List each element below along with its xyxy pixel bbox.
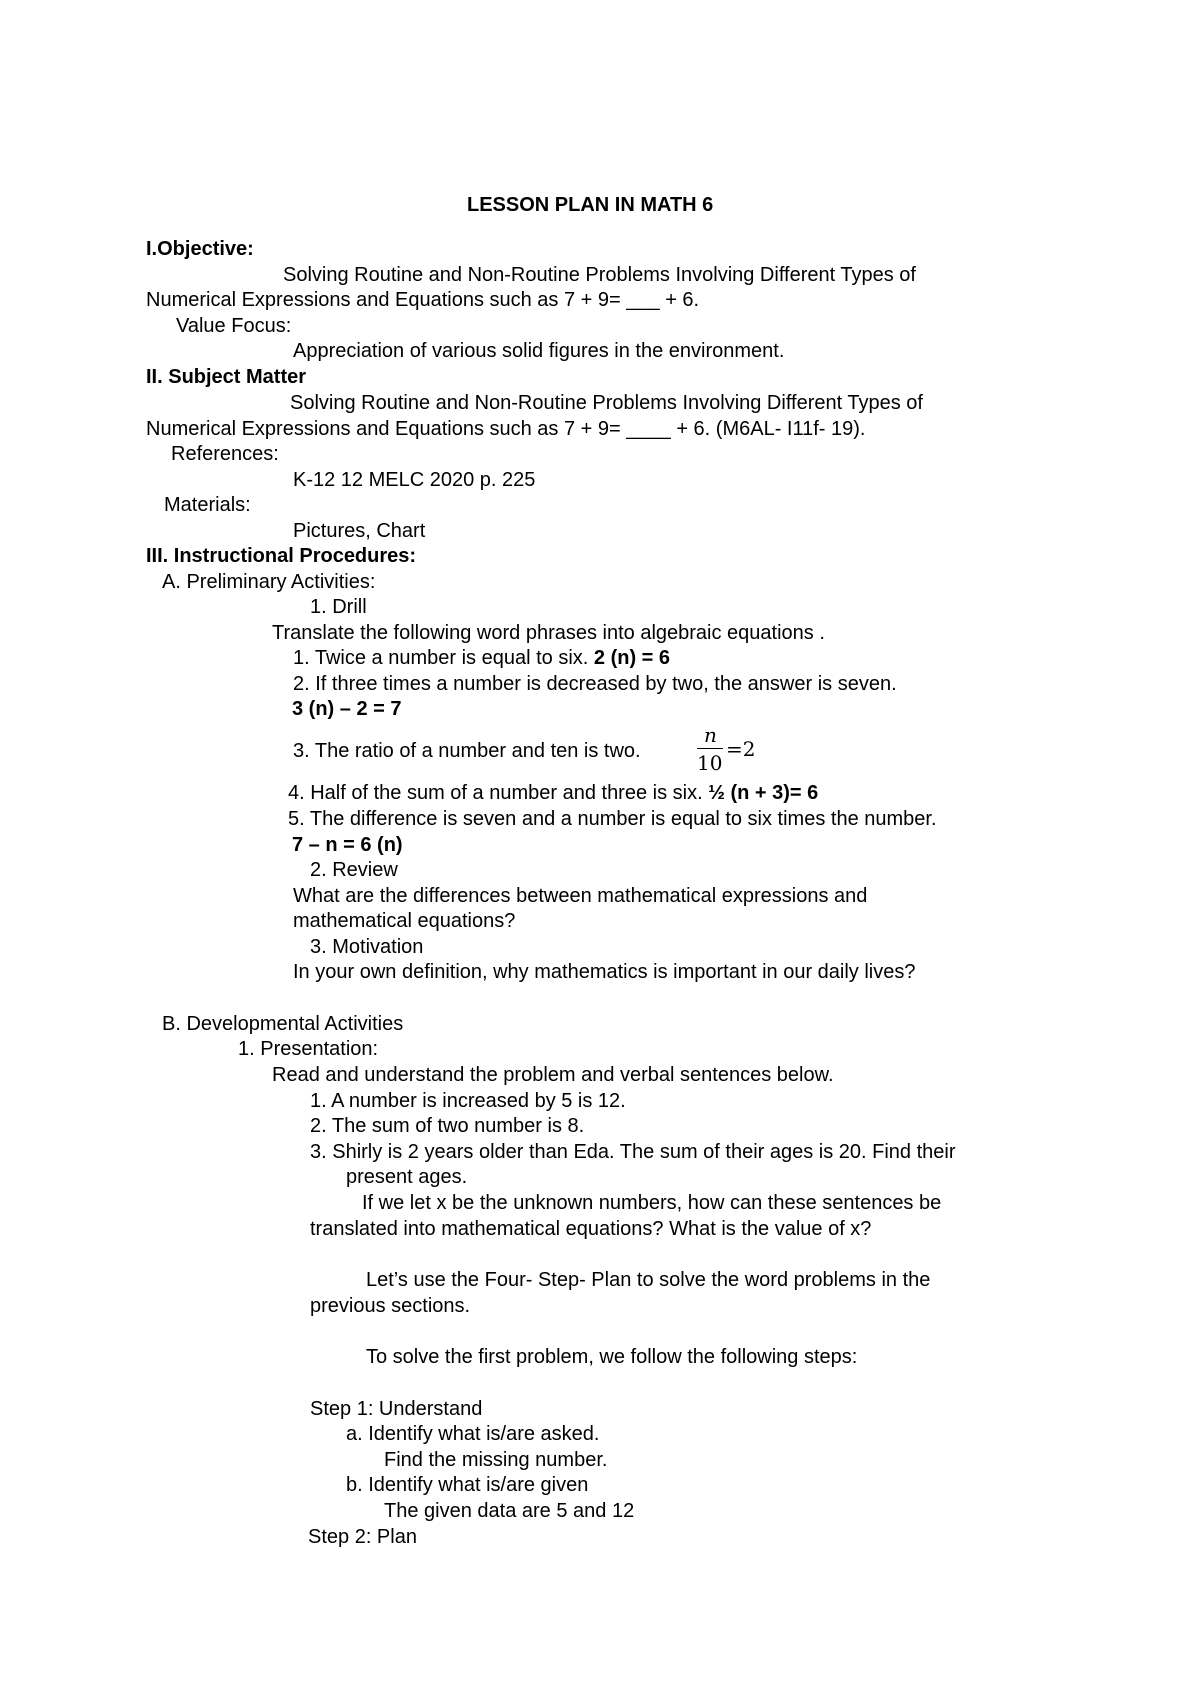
drill-item-2-answer: 3 (n) – 2 = 7 [292,698,402,720]
step1-label: Step 1: Understand [310,1398,483,1420]
drill-item-1-text: 1. Twice a number is equal to six. [293,647,594,669]
references-label: References: [171,443,279,465]
step1-item-b-answer: The given data are 5 and 12 [384,1500,635,1522]
drill-item-2-text: 2. If three times a number is decreased by two, the answer is seven. [293,673,897,695]
drill-item-3-fraction [697,723,757,775]
references-text: K-12 12 MELC 2020 p. 225 [293,469,536,491]
materials-label: Materials: [164,494,251,516]
step2-label: Step 2: Plan [308,1526,417,1548]
review-line2: mathematical equations? [293,910,516,932]
objective-text-line2: Numerical Expressions and Equations such as 7 + 9= ___ + 6. [146,289,700,311]
drill-item-5-answer: 7 – n = 6 (n) [292,834,403,856]
objective-text-line1: Solving Routine and Non-Routine Problems Involving Different Types of [283,264,916,286]
objective-heading: I.Objective: [146,238,254,260]
review-label: 2. Review [310,859,398,881]
drill-item-1-answer: 2 (n) = 6 [593,647,671,669]
drill-item-4-text: 4. Half of the sum of a number and three is six. [288,782,709,804]
first-problem-intro: To solve the first problem, we follow the following steps: [366,1346,858,1368]
verbal-sentence-3-line2: present ages. [346,1166,468,1188]
presentation-instruction: Read and understand the problem and verbal sentences below. [272,1064,834,1086]
verbal-sentence-2: 2. The sum of two number is 8. [310,1115,585,1137]
fraction-denominator: 10 [697,751,723,775]
step1-item-b: b. Identify what is/are given [346,1474,589,1496]
drill-item-4-answer: ½ (n + 3)= 6 [708,782,819,804]
fraction-bar [697,748,723,749]
fraction-equals: =2 [726,737,756,761]
drill-label: 1. Drill [310,596,367,618]
step1-item-a: a. Identify what is/are asked. [346,1423,600,1445]
subject-matter-line2: Numerical Expressions and Equations such as 7 + 9= ____ + 6. (M6AL- I11f- 19). [146,418,866,440]
motivation-text: In your own definition, why mathematics is important in our daily lives? [293,961,916,983]
procedures-heading: III. Instructional Procedures: [146,545,417,567]
presentation-label: 1. Presentation: [238,1038,379,1060]
subject-matter-line1: Solving Routine and Non-Routine Problems Involving Different Types of [290,392,923,414]
verbal-sentence-3-line1: 3. Shirly is 2 years older than Eda. The sum of their ages is 20. Find their [310,1141,956,1163]
drill-instruction: Translate the following word phrases into algebraic equations . [272,622,825,644]
drill-item-5-text: 5. The difference is seven and a number is equal to six times the number. [288,808,937,830]
value-focus-text: Appreciation of various solid figures in the environment. [293,340,785,362]
drill-item-4 [288,780,818,806]
developmental-activities-label: B. Developmental Activities [162,1013,404,1035]
step1-item-a-answer: Find the missing number. [384,1449,608,1471]
value-focus-label: Value Focus: [176,315,292,337]
motivation-label: 3. Motivation [310,936,424,958]
four-step-line2: previous sections. [310,1295,471,1317]
drill-item-1 [293,645,670,671]
review-line1: What are the differences between mathematical expressions and [293,885,868,907]
question-line1: If we let x be the unknown numbers, how can these sentences be [362,1192,942,1214]
page-title: LESSON PLAN IN MATH 6 [467,194,714,216]
drill-item-3-text: 3. The ratio of a number and ten is two. [293,740,641,762]
subject-matter-heading: II. Subject Matter [146,366,307,388]
four-step-line1: Let’s use the Four- Step- Plan to solve the word problems in the [366,1269,931,1291]
verbal-sentence-1: 1. A number is increased by 5 is 12. [310,1090,626,1112]
fraction-numerator: n [704,723,717,747]
materials-text: Pictures, Chart [293,520,426,542]
question-line2: translated into mathematical equations? What is the value of x? [310,1218,872,1240]
preliminary-activities-label: A. Preliminary Activities: [162,571,376,593]
